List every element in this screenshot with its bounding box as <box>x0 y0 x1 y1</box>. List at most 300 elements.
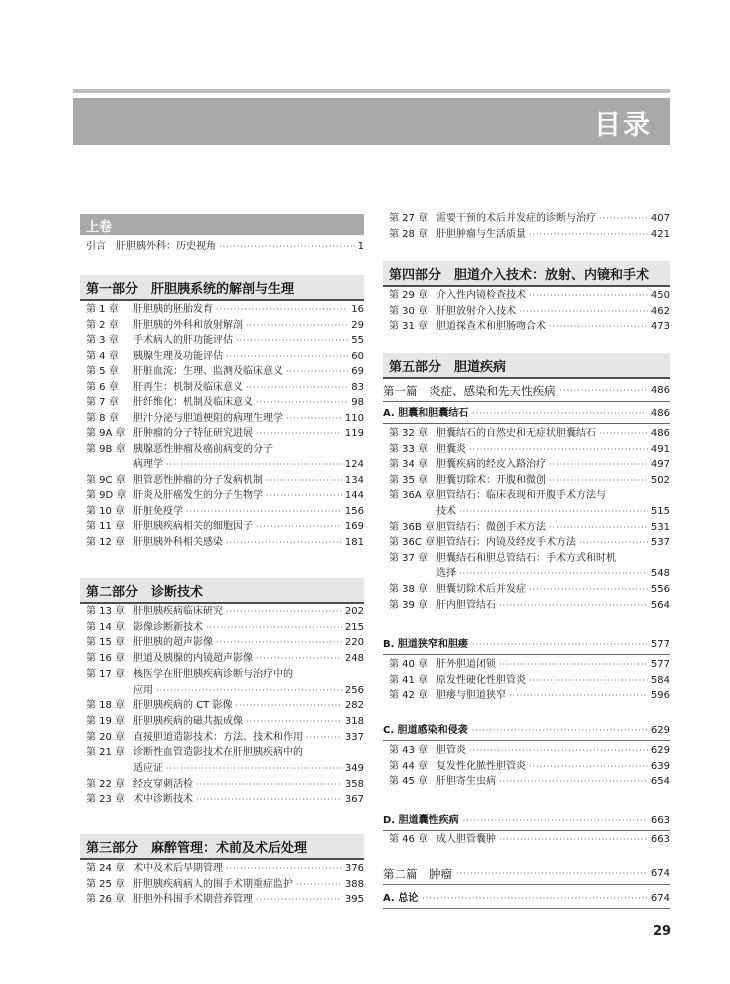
dot-leader <box>560 381 647 401</box>
entry-title: 肝胆胰疾病病人的围手术期重症监护 <box>133 878 293 890</box>
entry-title: 胆瘘与胆道狭窄 <box>436 690 506 702</box>
dot-leader <box>206 621 342 635</box>
entry-title: 肝胆放射介入技术 <box>436 305 516 317</box>
entry-title: 胆管炎 <box>436 745 466 756</box>
part-title: 第三部分 麻醉管理：术前及术后处理 <box>86 841 308 856</box>
toc-entry[interactable] <box>389 583 670 597</box>
dot-leader <box>266 489 342 503</box>
entry-title: 肝胆胰的外科和放射解剖 <box>133 319 243 331</box>
entry-title: 介入性内镜检查技术 <box>436 290 526 301</box>
toc-entry[interactable] <box>86 381 364 395</box>
entry-title: 肝胆胰疾病的磁共振成像 <box>133 715 243 727</box>
entry-page: 376 <box>344 863 364 874</box>
entry-page: 531 <box>650 521 670 533</box>
chapter-number: 第 9A 章 <box>86 428 126 439</box>
toc-entry[interactable] <box>86 778 364 792</box>
subsection-heading[interactable] <box>383 890 670 909</box>
dot-leader <box>459 505 648 519</box>
volume-heading <box>80 214 364 235</box>
dot-leader <box>599 212 648 226</box>
entry-title: 肝纤维化：机制及临床意义 <box>133 397 253 408</box>
toc-entry[interactable] <box>86 474 364 488</box>
subsection-title: A. 总论 <box>383 893 419 904</box>
toc-entry[interactable] <box>86 396 364 410</box>
part-title: 第二部分 诊断技术 <box>86 585 204 600</box>
toc-entry[interactable] <box>389 744 670 758</box>
toc-entry-continuation[interactable] <box>436 505 670 519</box>
entry-page: 450 <box>650 290 670 301</box>
entry-page: 156 <box>344 505 364 517</box>
chapter-number: 第 9D 章 <box>86 490 127 501</box>
toc-entry-continuation[interactable] <box>133 762 364 776</box>
chapter-number: 第 11 章 <box>86 521 126 532</box>
chapter-number: 第 34 章 <box>389 459 429 471</box>
entry-page: 215 <box>344 621 364 633</box>
dot-leader <box>549 474 648 488</box>
subsection-page: 663 <box>650 815 670 826</box>
part-heading <box>383 353 670 379</box>
chapter-number: 第 44 章 <box>389 760 429 772</box>
entry-title: 胆囊疾病的经皮入路治疗 <box>436 459 546 471</box>
chapter-number: 第 36B 章 <box>389 521 435 533</box>
subsection-title: D. 胆道囊性疾病 <box>383 815 459 826</box>
entry-title: 肝再生：机制及临床意义 <box>133 381 243 393</box>
dot-leader <box>549 458 648 472</box>
chapter-number: 第 41 章 <box>389 674 429 686</box>
entry-page: 596 <box>650 690 670 702</box>
entry-title: 原发性硬化性胆管炎 <box>436 674 526 686</box>
entry-title: 肝胆外科围手术期营养管理 <box>133 894 253 905</box>
dot-leader <box>219 240 355 254</box>
chapter-number: 第 8 章 <box>86 412 119 424</box>
toc-entry[interactable] <box>86 412 364 426</box>
toc-entry[interactable] <box>86 240 364 254</box>
toc-entry[interactable] <box>86 334 364 348</box>
toc-entry[interactable] <box>86 505 364 519</box>
chapter-number: 第 23 章 <box>86 794 126 806</box>
entry-page: 119 <box>344 428 364 439</box>
dot-leader <box>286 412 342 426</box>
toc-entry[interactable] <box>86 793 364 807</box>
toc-entry[interactable] <box>86 893 364 907</box>
entry-title: 胆道探查术和胆肠吻合术 <box>436 321 546 332</box>
toc-entry[interactable] <box>86 862 364 876</box>
dot-leader <box>529 760 648 774</box>
toc-entry[interactable] <box>389 552 670 566</box>
chapter-number: 第 16 章 <box>86 653 126 665</box>
entry-title: 肝内胆管结石 <box>436 599 496 611</box>
entry-page: 486 <box>650 428 670 439</box>
section-title: 第一篇 炎症、感染和先天性疾病 <box>383 384 556 398</box>
entry-page: 584 <box>650 674 670 686</box>
dot-leader <box>226 862 342 876</box>
toc-entry[interactable] <box>389 775 670 789</box>
toc-entry[interactable] <box>86 489 364 503</box>
toc-entry[interactable] <box>86 652 364 666</box>
entry-page: 497 <box>650 459 670 471</box>
entry-page: 124 <box>344 459 364 470</box>
dot-leader <box>286 365 348 379</box>
dot-leader <box>256 652 342 666</box>
entry-title: 胆囊结石的自然史和无症状胆囊结石 <box>436 428 596 439</box>
dot-leader <box>519 305 648 319</box>
dot-leader <box>216 636 342 650</box>
entry-page: 537 <box>650 537 670 549</box>
chapter-number: 第 4 章 <box>86 350 119 362</box>
dot-leader <box>256 893 342 907</box>
dot-leader <box>246 715 342 729</box>
entry-title: 肝肿瘤的分子特征研究进展 <box>133 428 253 439</box>
section-title: 第二篇 肿瘤 <box>383 867 452 881</box>
entry-page: 654 <box>650 776 670 788</box>
toc-entry[interactable] <box>86 668 364 682</box>
entry-title: 胆汁分泌与胆道梗阻的病理生理学 <box>133 412 283 424</box>
dot-leader <box>499 775 648 789</box>
toc-entry[interactable] <box>389 289 670 303</box>
toc-entry[interactable] <box>389 833 670 847</box>
chapter-number: 第 15 章 <box>86 637 126 649</box>
entry-page: 169 <box>344 521 364 532</box>
entry-page: 395 <box>344 894 364 905</box>
entry-title: 术中及术后早期管理 <box>133 863 223 874</box>
entry-page: 282 <box>344 700 364 712</box>
subsection-page: 629 <box>650 725 670 736</box>
chapter-number: 第 33 章 <box>389 443 429 455</box>
dot-leader <box>256 427 342 441</box>
entry-title: 技术 <box>436 506 456 517</box>
toc-entry[interactable] <box>86 715 364 729</box>
entry-title: 肝胆胰外科相关感染 <box>133 536 223 548</box>
entry-page: 29 <box>351 319 364 331</box>
entry-title: 胆管结石：微创手术方法 <box>436 521 546 533</box>
page-number: 29 <box>653 924 672 939</box>
chapter-number: 第 6 章 <box>86 381 119 393</box>
chapter-number: 第 24 章 <box>86 863 126 874</box>
toc-entry[interactable] <box>389 212 670 226</box>
entry-title: 肝胆胰的超声影像 <box>133 637 213 649</box>
entry-title: 肝胆胰的胚胎发育 <box>133 304 213 315</box>
entry-title: 肝胆胰疾病的 CT 影像 <box>133 700 233 712</box>
dot-leader <box>216 303 348 317</box>
chapter-number: 第 14 章 <box>86 621 126 633</box>
entry-page: 473 <box>650 321 670 332</box>
entry-page: 69 <box>351 366 364 377</box>
entry-page: 144 <box>344 490 364 501</box>
dot-leader <box>166 458 342 472</box>
entry-title: 手术病人的肝功能评估 <box>133 335 233 346</box>
entry-title: 经皮穿刺活检 <box>133 778 193 790</box>
subsection-title: C. 胆道感染和侵袭 <box>383 725 468 736</box>
entry-title: 术中诊断技术 <box>133 794 193 806</box>
toc-entry[interactable] <box>86 536 364 550</box>
entry-title: 肝脏免疫学 <box>133 505 183 517</box>
dot-leader <box>463 812 647 830</box>
entry-page: 663 <box>650 834 670 845</box>
dot-leader <box>196 793 342 807</box>
toc-entry[interactable] <box>389 427 670 441</box>
entry-title: 胰腺生理及功能评估 <box>133 350 223 362</box>
dot-leader <box>246 319 348 333</box>
chapter-number: 第 39 章 <box>389 599 429 611</box>
entry-page: 83 <box>351 381 364 393</box>
part-heading <box>80 578 364 604</box>
subsection-page: 577 <box>650 639 670 650</box>
part-heading <box>80 275 364 301</box>
part-heading <box>383 261 670 287</box>
subsection-heading[interactable] <box>383 812 670 831</box>
chapter-number: 第 30 章 <box>389 305 429 317</box>
dot-leader <box>166 762 342 776</box>
entry-page: 491 <box>650 443 670 455</box>
entry-title: 肝胆寄生虫病 <box>436 776 496 788</box>
toc-entry[interactable] <box>389 228 670 242</box>
entry-page: 60 <box>351 350 364 362</box>
dot-leader <box>469 744 648 758</box>
dot-leader <box>529 583 648 597</box>
dot-leader <box>422 890 647 908</box>
toc-entry[interactable] <box>389 443 670 457</box>
chapter-number: 第 46 章 <box>389 834 429 845</box>
chapter-number: 第 37 章 <box>389 552 429 564</box>
section-page: 486 <box>650 385 670 396</box>
toc-entry[interactable] <box>86 746 364 760</box>
entry-title: 复发性化脓性胆管炎 <box>436 760 526 772</box>
entry-title: 应用 <box>133 684 153 696</box>
chapter-number: 第 20 章 <box>86 731 126 743</box>
entry-page: 556 <box>650 584 670 595</box>
entry-page: 220 <box>344 637 364 649</box>
dot-leader <box>472 636 647 654</box>
toc-entry[interactable] <box>86 365 364 379</box>
chapter-number: 第 13 章 <box>86 606 126 617</box>
entry-page: 407 <box>650 213 670 224</box>
chapter-number: 第 5 章 <box>86 366 119 377</box>
subsection-heading[interactable] <box>383 722 670 741</box>
chapter-number: 第 3 章 <box>86 335 119 346</box>
toc-entry[interactable] <box>389 658 670 672</box>
toc-entry[interactable] <box>86 443 364 457</box>
toc-entry[interactable] <box>86 636 364 650</box>
chapter-number: 第 29 章 <box>389 290 429 301</box>
toc-entry-continuation[interactable] <box>133 458 364 472</box>
toc-entry[interactable] <box>389 599 670 613</box>
entry-title: 核医学在肝胆胰疾病诊断与治疗中的 <box>133 668 293 680</box>
toc-entry[interactable] <box>86 621 364 635</box>
chapter-number: 第 21 章 <box>86 747 126 759</box>
chapter-number: 第 19 章 <box>86 715 126 727</box>
toc-entry[interactable] <box>389 305 670 319</box>
subsection-heading[interactable] <box>383 405 670 424</box>
entry-page: 639 <box>650 760 670 772</box>
chapter-number: 第 22 章 <box>86 778 126 790</box>
entry-page: 367 <box>344 794 364 806</box>
entry-title: 胆囊结石和胆总管结石：手术方式和时机 <box>436 552 616 564</box>
dot-leader <box>296 878 342 892</box>
toc-entry[interactable] <box>389 474 670 488</box>
dot-leader <box>236 334 348 348</box>
toc-entry[interactable] <box>389 760 670 774</box>
entry-page: 55 <box>351 335 364 346</box>
chapter-number: 第 2 章 <box>86 319 119 331</box>
entry-title: 肝脏血流：生理、监测及临床意义 <box>133 366 283 377</box>
subsection-title: B. 胆道狭窄和胆瘘 <box>383 639 468 650</box>
section-heading[interactable] <box>383 381 670 402</box>
chapter-number: 第 1 章 <box>86 304 119 315</box>
entry-title: 胆管结石：内镜及经皮手术方法 <box>436 537 576 549</box>
toc-entry[interactable] <box>86 520 364 534</box>
entry-title: 胰腺恶性肿瘤及癌前病变的分子 <box>133 443 273 455</box>
chapter-number: 第 40 章 <box>389 659 429 670</box>
chapter-number: 第 9B 章 <box>86 443 126 455</box>
dot-leader <box>226 605 342 619</box>
dot-leader <box>186 505 342 519</box>
dot-leader <box>266 474 342 488</box>
dot-leader <box>529 289 648 303</box>
entry-title: 胆囊切除术：开腹和微创 <box>436 474 546 486</box>
entry-title: 影像诊断新技术 <box>133 621 203 633</box>
dot-leader <box>599 427 648 441</box>
subsection-title: A. 胆囊和胆囊结石 <box>383 408 469 419</box>
toc-entry[interactable] <box>389 458 670 472</box>
toc-entry[interactable] <box>86 699 364 713</box>
section-heading[interactable] <box>383 864 670 885</box>
entry-title: 适应证 <box>133 763 163 774</box>
entry-page: 515 <box>650 506 670 517</box>
entry-page: 388 <box>344 878 364 890</box>
toc-entry[interactable] <box>86 731 364 745</box>
volume-title: 上卷 <box>86 220 113 235</box>
toc-entry[interactable] <box>86 878 364 892</box>
chapter-number: 第 18 章 <box>86 700 126 712</box>
dot-leader <box>469 443 648 457</box>
entry-page: 256 <box>344 684 364 696</box>
entry-page: 564 <box>650 599 670 611</box>
dot-leader <box>499 833 648 847</box>
entry-title: 肝胆胰疾病临床研究 <box>133 606 223 617</box>
toc-entry[interactable] <box>389 320 670 334</box>
chapter-number: 第 32 章 <box>389 428 429 439</box>
entry-title: 引言 肝胆胰外科：历史视角 <box>86 241 216 252</box>
entry-title: 胆管结石：临床表现和开腹手术方法与 <box>436 490 606 502</box>
toc-entry[interactable] <box>389 489 670 503</box>
dot-leader <box>529 228 648 242</box>
dot-leader <box>549 521 648 535</box>
entry-page: 421 <box>650 228 670 240</box>
dot-leader <box>306 731 342 745</box>
dot-leader <box>459 567 648 581</box>
toc-entry[interactable] <box>389 521 670 535</box>
chapter-number: 第 36C 章 <box>389 537 436 549</box>
chapter-number: 第 38 章 <box>389 584 429 595</box>
entry-page: 1 <box>357 241 364 252</box>
entry-page: 548 <box>650 568 670 580</box>
entry-title: 肝外胆道闭锁 <box>436 659 496 670</box>
dot-leader <box>472 722 647 740</box>
dot-leader <box>499 599 648 613</box>
entry-title: 肝胆胰疾病相关的细胞因子 <box>133 521 253 532</box>
entry-title: 成人胆管囊肿 <box>436 834 496 845</box>
entry-page: 358 <box>344 778 364 790</box>
dot-leader <box>529 674 648 688</box>
entry-title: 胆管恶性肿瘤的分子发病机制 <box>133 474 263 486</box>
toc-entry-continuation[interactable] <box>133 684 364 698</box>
dot-leader <box>549 320 648 334</box>
entry-title: 病理学 <box>133 459 163 470</box>
chapter-number: 第 10 章 <box>86 505 126 517</box>
toc-entry[interactable] <box>86 605 364 619</box>
entry-page: 202 <box>344 606 364 617</box>
entry-title: 选择 <box>436 568 456 580</box>
entry-title: 胆道及胰腺的内镜超声影像 <box>133 653 253 665</box>
entry-title: 肝炎及肝癌发生的分子生物学 <box>133 490 263 501</box>
subsection-heading[interactable] <box>383 636 670 655</box>
part-title: 第五部分 胆道疾病 <box>389 360 507 375</box>
subsection-page: 674 <box>650 893 670 904</box>
entry-page: 248 <box>344 653 364 665</box>
subsection-page: 486 <box>650 408 670 419</box>
dot-leader <box>579 536 648 550</box>
entry-page: 181 <box>344 536 364 548</box>
dot-leader <box>226 536 342 550</box>
entry-page: 337 <box>344 731 364 743</box>
section-page: 674 <box>650 868 670 879</box>
toc-entry[interactable] <box>86 350 364 364</box>
chapter-number: 第 42 章 <box>389 690 429 702</box>
entry-page: 502 <box>650 474 670 486</box>
entry-title: 肝胆肿瘤与生活质量 <box>436 228 526 240</box>
chapter-number: 第 17 章 <box>86 668 126 680</box>
chapter-number: 第 31 章 <box>389 321 429 332</box>
dot-leader <box>509 689 648 703</box>
part-title: 第四部分 胆道介入技术：放射、内镜和手术 <box>389 268 650 283</box>
entry-title: 胆囊切除术后并发症 <box>436 584 526 595</box>
dot-leader <box>246 381 348 395</box>
entry-page: 349 <box>344 763 364 774</box>
dot-leader <box>196 778 342 792</box>
entry-title: 需要干预的术后并发症的诊断与治疗 <box>436 213 596 224</box>
toc-entry[interactable] <box>389 674 670 688</box>
entry-page: 629 <box>650 745 670 756</box>
dot-leader <box>456 864 647 884</box>
entry-page: 318 <box>344 715 364 727</box>
page-title: 目录 <box>594 110 652 141</box>
dot-leader <box>256 520 342 534</box>
toc-entry[interactable] <box>389 536 670 550</box>
toc-entry[interactable] <box>86 303 364 317</box>
chapter-number: 第 35 章 <box>389 474 429 486</box>
toc-entry-continuation[interactable] <box>436 567 670 581</box>
chapter-number: 第 36A 章 <box>389 490 435 502</box>
entry-page: 577 <box>650 659 670 670</box>
header-rule <box>73 89 670 93</box>
chapter-number: 第 28 章 <box>389 228 429 240</box>
dot-leader <box>256 396 348 410</box>
toc-entry[interactable] <box>86 319 364 333</box>
chapter-number: 第 7 章 <box>86 397 119 408</box>
entry-page: 16 <box>351 304 364 315</box>
chapter-number: 第 12 章 <box>86 536 126 548</box>
entry-page: 134 <box>344 474 364 486</box>
entry-page: 110 <box>344 412 364 424</box>
dot-leader <box>226 350 348 364</box>
entry-title: 诊断性血管造影技术在肝胆胰疾病中的 <box>133 747 303 759</box>
dot-leader <box>472 405 647 423</box>
chapter-number: 第 25 章 <box>86 878 126 890</box>
toc-entry[interactable] <box>389 689 670 703</box>
dot-leader <box>235 699 341 713</box>
chapter-number: 第 45 章 <box>389 776 429 788</box>
toc-entry[interactable] <box>86 427 364 441</box>
